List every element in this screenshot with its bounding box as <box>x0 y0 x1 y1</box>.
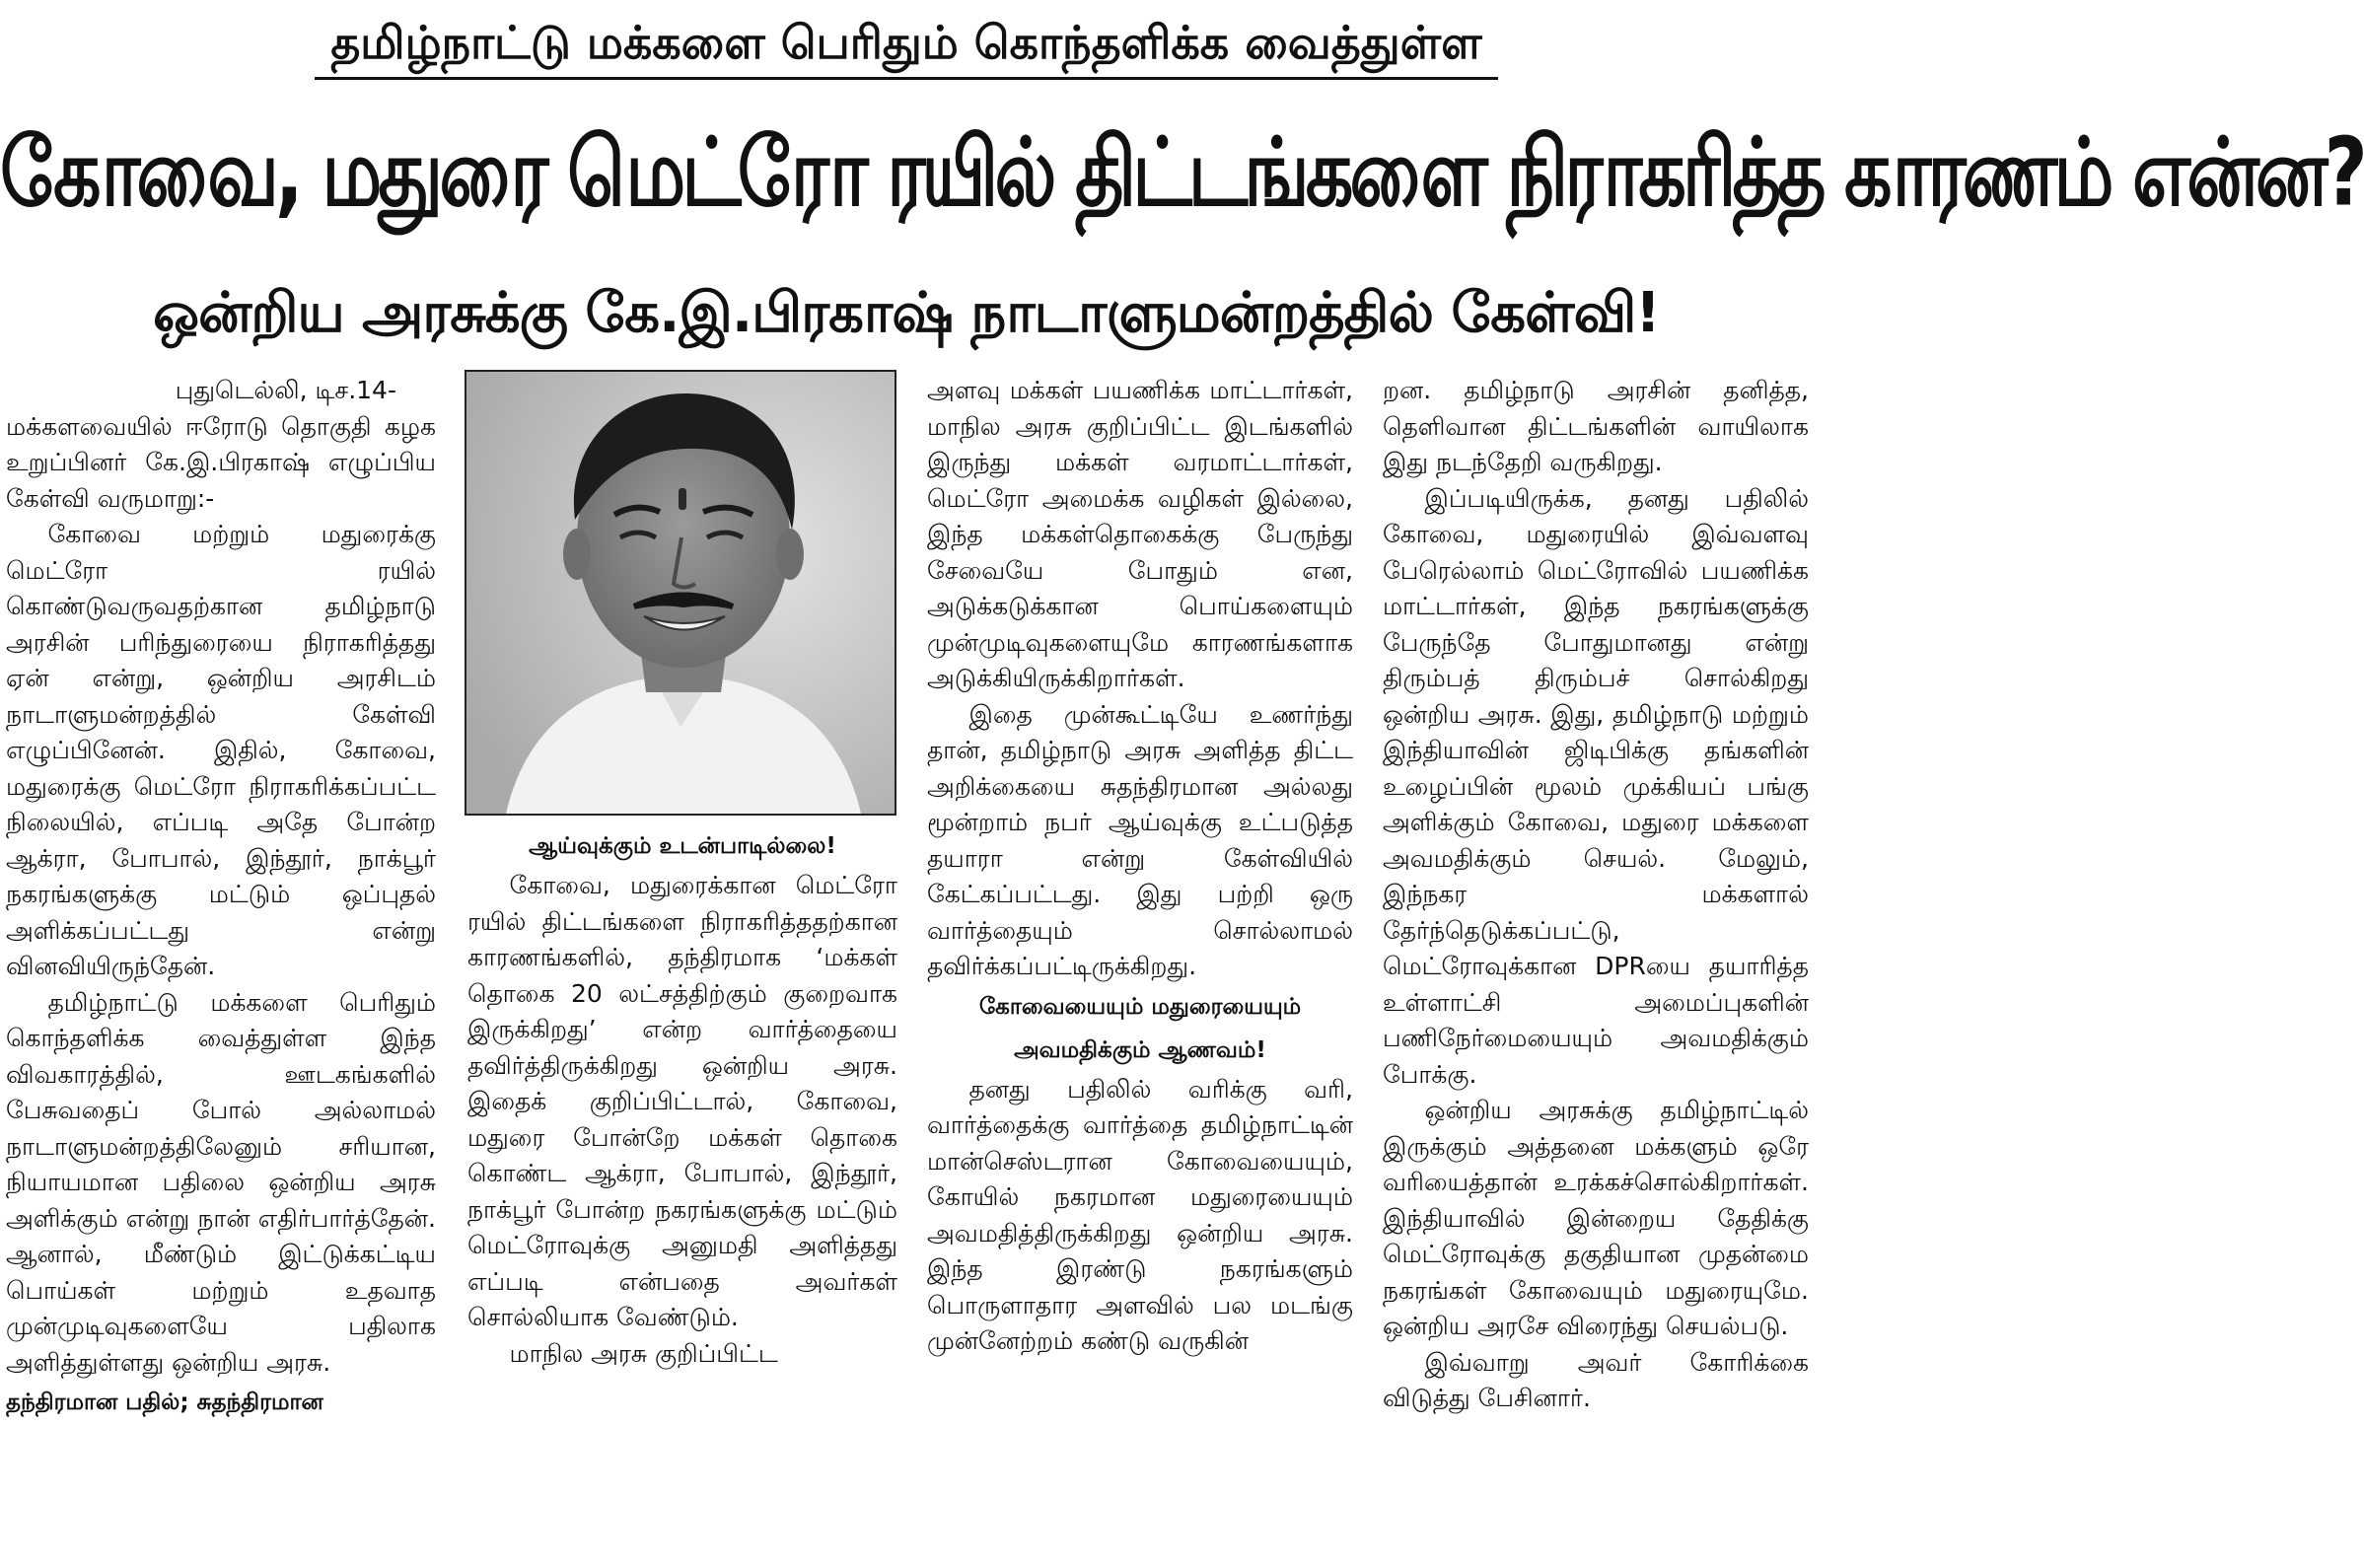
kicker <box>0 10 1813 80</box>
section-subtitle: தந்திரமான பதில்; சுதந்திரமான <box>6 1390 323 1415</box>
paragraph: தமிழ்நாட்டு மக்களை பெரிதும் கொந்தளிக்க வைத்துள்ள இந்த விவகாரத்தில், ஊடகங்களில் பேசுவதைப் போல் அல்லாமல் நாடாளுமன்றத்திலேனும் சரியான, நியாயமான பதிலை ஒன்றிய அரசு அளிக்கும் என்று நான் எதிர்பார்த்தேன். ஆனால், மீண்டும் இட்டுக்கட்டிய பொய்கள் மற்றும் உதவாத முன்முடிவுகளையே பதிலாக அளித்துள்ளது ஒன்றிய அரசு. <box>6 987 436 1377</box>
kicker-text: தமிழ்நாட்டு மக்களை பெரிதும் கொந்தளிக்க வைத்துள்ள <box>315 10 1497 80</box>
section-subtitle: கோவையையும் மதுரையையும் <box>978 993 1302 1020</box>
paragraph: மக்களவையில் ஈரோடு தொகுதி கழக உறுப்பினர் கே.இ.பிரகாஷ் எழுப்பிய கேள்வி வருமாறு:- <box>6 411 436 513</box>
dateline: புதுடெல்லி, டிச.14- <box>175 376 396 404</box>
paragraph: இவ்வாறு அவர் கோரிக்கை விடுத்து பேசினார். <box>1383 1347 1809 1412</box>
column-1 <box>6 373 436 1424</box>
paragraph: கோவை, மதுரைக்கான மெட்ரோ ரயில் திட்டங்களை நிராகரித்ததற்கான காரணங்களில், தந்திரமாக ‘மக்கள் தொகை 20 லட்சத்திற்கும் குறைவாக இருக்கிறது’ என்ற வார்த்தையை தவிர்த்திருக்கிறது ஒன்றிய அரசு. இதைக் குறிப்பிட்டால், கோவை, மதுரை போன்றே மக்கள் தொகை கொண்ட ஆக்ரா, போபால், இந்தூர், நாக்பூர் போன்ற நகரங்களுக்கு மட்டும் மெட்ரோவுக்கு அனுமதி அளித்தது எப்படி என்பதை அவர்கள் சொல்லியாக வேண்டும். <box>467 871 897 1331</box>
paragraph: ஒன்றிய அரசுக்கு தமிழ்நாட்டில் இருக்கும் அத்தனை மக்களும் ஒரே வரியைத்தான் உரக்கச்சொல்கிறார்கள். இந்தியாவில் இன்றைய தேதிக்கு மெட்ரோவுக்கு தகுதியான முதன்மை நகரங்கள் கோவையும் மதுரையுமே. ஒன்றிய அரசே விரைந்து செயல்படு. <box>1383 1096 1809 1340</box>
column-3 <box>927 373 1353 1360</box>
paragraph: றன. தமிழ்நாடு அரசின் தனித்த, தெளிவான திட்டங்களின் வாயிலாக இது நடந்தேறி வருகிறது. <box>1383 376 1809 476</box>
portrait-image <box>466 372 895 814</box>
paragraph: மாநில அரசு குறிப்பிட்ட <box>509 1338 778 1368</box>
portrait-photo <box>465 370 896 816</box>
column-2 <box>467 824 897 1372</box>
section-subtitle: அவமதிக்கும் ஆணவம்! <box>1014 1036 1266 1063</box>
column-4 <box>1383 373 1809 1417</box>
subheadline: ஒன்றிய அரசுக்கு கே.இ.பிரகாஷ் நாடாளுமன்றத்தில் கேள்வி! <box>153 281 1660 345</box>
headline: கோவை, மதுரை மெட்ரோ ரயில் திட்டங்களை நிராகரித்த காரணம் என்ன? <box>0 116 2364 227</box>
paragraph: தனது பதிலில் வரிக்கு வரி, வார்த்தைக்கு வார்த்தை தமிழ்நாட்டின் மான்செஸ்டரான கோவையையும், கோயில் நகரமான மதுரையையும் அவமதித்திருக்கிறது ஒன்றிய அரசு. இந்த இரண்டு நகரங்களும் பொருளாதார அளவில் பல மடங்கு முன்னேற்றம் கண்டு வருகின் <box>927 1074 1353 1355</box>
section-subtitle: ஆய்வுக்கும் உடன்பாடில்லை! <box>529 833 836 859</box>
paragraph: அளவு மக்கள் பயணிக்க மாட்டார்கள், மாநில அரசு குறிப்பிட்ட இடங்களில் இருந்து மக்கள் வரமாட்டார்கள், மெட்ரோ அமைக்க வழிகள் இல்லை, இந்த மக்கள்தொகைக்கு பேருந்து சேவையே போதும் என, அடுக்கடுக்கான பொய்களையும் முன்முடிவுகளையுமே காரணங்களாக அடுக்கியிருக்கிறார்கள். <box>927 376 1353 692</box>
paragraph: இதை முன்கூட்டியே உணர்ந்து தான், தமிழ்நாடு அரசு அளித்த திட்ட அறிக்கையை சுதந்திரமான அல்லது மூன்றாம் நபர் ஆய்வுக்கு உட்படுத்த தயாரா என்று கேள்வியில் கேட்கப்பட்டது. இது பற்றி ஒரு வார்த்தையும் சொல்லாமல் தவிர்க்கப்பட்டிருக்கிறது. <box>927 699 1353 980</box>
paragraph: இப்படியிருக்க, தனது பதிலில் கோவை, மதுரையில் இவ்வளவு பேரெல்லாம் மெட்ரோவில் பயணிக்க மாட்டார்கள், இந்த நகரங்களுக்கு பேருந்தே போதுமானது என்று திரும்பத் திரும்பச் சொல்கிறது ஒன்றிய அரசு. இது, தமிழ்நாடு மற்றும் இந்தியாவின் ஜிடிபிக்கு தங்களின் உழைப்பின் மூலம் முக்கியப் பங்கு அளிக்கும் கோவை, மதுரை மக்களை அவமதிக்கும் செயல். மேலும், இந்நகர மக்களால் தேர்ந்தெடுக்கப்பட்டு, மெட்ரோவுக்கான DPRயை தயாரித்த உள்ளாட்சி அமைப்புகளின் பணிநேர்மையையும் அவமதிக்கும் போக்கு. <box>1383 483 1809 1089</box>
paragraph: கோவை மற்றும் மதுரைக்கு மெட்ரோ ரயில் கொண்டுவருவதற்கான தமிழ்நாடு அரசின் பரிந்துரையை நிராகரித்தது ஏன் என்று, ஒன்றிய அரசிடம் நாடாளுமன்றத்தில் கேள்வி எழுப்பினேன். இதில், கோவை, மதுரைக்கு மெட்ரோ நிராகரிக்கப்பட்ட நிலையில், எப்படி அதே போன்ற ஆக்ரா, போபால், இந்தூர், நாக்பூர் நகரங்களுக்கு மட்டும் ஒப்புதல் அளிக்கப்பட்டது என்று வினவியிருந்தேன். <box>6 520 436 980</box>
